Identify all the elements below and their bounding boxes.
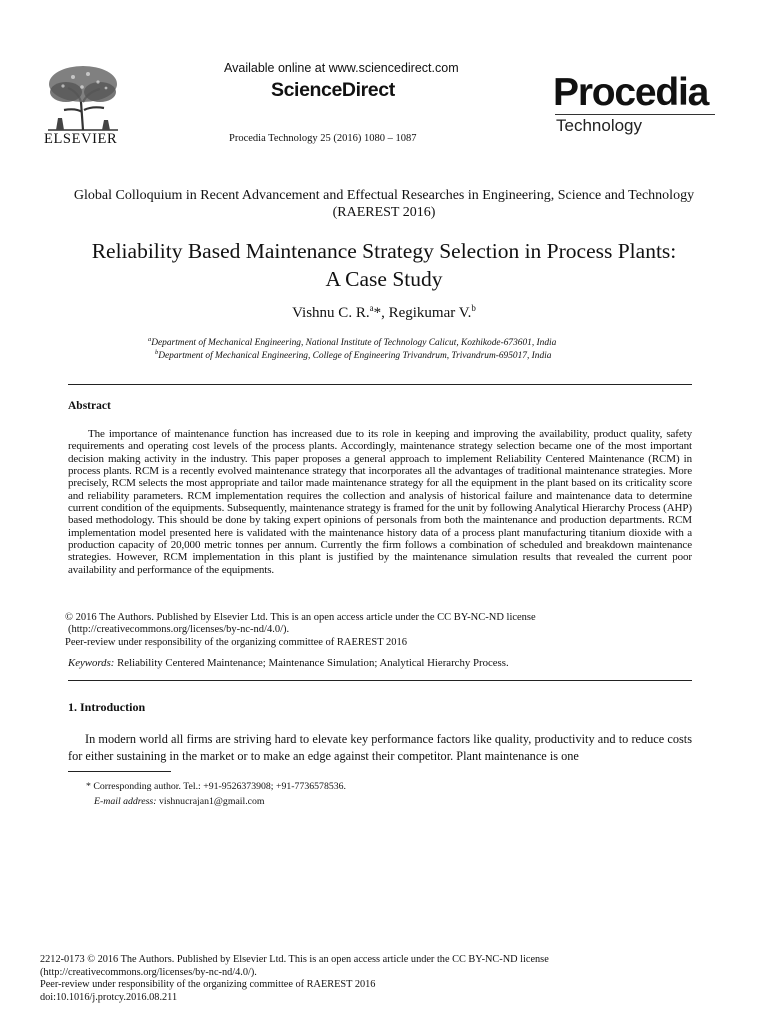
author-affil-mark: a (369, 303, 374, 313)
author-name: Vishnu C. R. (292, 305, 370, 321)
corresponding-author-footnote: * Corresponding author. Tel.: +91-9526373908; +91-7736578536. (86, 781, 346, 792)
copyright-line: © 2016 The Authors. Published by Elsevier Ltd. This is an open access article under the CC BY-NC-ND license (65, 612, 536, 623)
author-separator: *, (373, 305, 389, 321)
paper-title-line-1: Reliability Based Maintenance Strategy Selection in Process Plants: (91, 239, 677, 263)
sciencedirect-logo: ScienceDirect (271, 79, 395, 101)
elsevier-wordmark: ELSEVIER (44, 131, 118, 147)
affiliation-text: Department of Mechanical Engineering, National Institute of Technology Calicut, Kozhikode-673601, India (151, 338, 557, 349)
peer-review-line: Peer-review under responsibility of the organizing committee of RAEREST 2016 (65, 636, 408, 648)
introduction-body: In modern world all firms are striving hard to elevate key performance factors like quality, productivity and to reduce costs for either sustaining in the market or to make an edge against their competitor. Plant maintenance is one (68, 732, 692, 763)
affiliation-mark: a (148, 336, 152, 343)
abstract-body: The importance of maintenance function has increased due to its role in keeping and improving the availability, product quality, safety requirements and operating cost levels of the process plants. Accordingly, maintenance strategy selection became one of the most important decision making activity in the industry. This paper proposes a general approach to implement Reliability Centered Maintenance (RCM) in process plants. RCM is a recently evolved maintenance strategy that incorporates all the advantages of traditional maintenance strategies. More precisely, RCM selects the most appropriate and tailor made maintenance strategy for all the equipment in the plant based on its criticality score and reliability parameters. RCM implementation requires the collection and analysis of historical failure and maintenance data to determine current condition of the equipments. Subsequently, maintenance strategy is framed for the unit by following Analytical Hierarchy Process (AHP) based methodology. This should be done by taking expert opinions of personals from both the maintenance and production departments. RCM implementation model presented here is validated with the maintenance history data of a process plant manufacturing titanium dioxide with a production capacity of 20,000 metric tonnes per annum. Currently the firm follows a combination of scheduled and breakdown maintenance strategies. However, RCM implementation in this plant is justified by the maintenance simulation results that revealed the current poor availability and performance of the equipments. (68, 428, 692, 576)
author-list (180, 303, 588, 322)
affiliation-mark: b (155, 349, 159, 356)
conference-name: Global Colloquium in Recent Advancement and Effectual Researches in Engineering, Science and Technology (RAEREST 2016) (73, 188, 695, 220)
divider-bottom (68, 680, 692, 681)
bottom-license-link[interactable]: (http://creativecommons.org/licenses/by-nc-nd/4.0/). (40, 966, 257, 978)
author-affil-mark: b (471, 303, 476, 313)
issn-copyright-line: 2212-0173 © 2016 The Authors. Published by Elsevier Ltd. This is an open access article under the CC BY-NC-ND license (40, 954, 549, 965)
procedia-logo: Procedia (553, 71, 709, 114)
available-online-text: Available online at www.sciencedirect.com (224, 61, 459, 75)
copyright-notice (65, 612, 705, 649)
abstract-heading: Abstract (68, 400, 111, 412)
keywords (68, 657, 509, 669)
paper-title-line-2: A Case Study (325, 267, 443, 291)
section-heading-introduction: 1. Introduction (68, 700, 146, 714)
divider-top (68, 384, 692, 385)
paper-title (40, 237, 728, 293)
bottom-copyright-block (40, 954, 740, 1004)
keywords-text: Reliability Centered Maintenance; Maintenance Simulation; Analytical Hierarchy Process. (114, 657, 509, 669)
email-label: E-mail address: (94, 796, 157, 807)
email-footnote (94, 796, 265, 807)
footnote-rule (68, 771, 171, 772)
affiliation-text: Department of Mechanical Engineering, College of Engineering Trivandrum, Trivandrum-695017, India (158, 351, 552, 362)
affiliation-b (155, 347, 635, 362)
author-name: Regikumar V. (388, 305, 472, 321)
keywords-label: Keywords: (68, 657, 115, 669)
license-link[interactable]: (http://creativecommons.org/licenses/by-nc-nd/4.0/). (68, 624, 290, 636)
email-address[interactable]: vishnucrajan1@gmail.com (156, 796, 265, 807)
journal-citation: Procedia Technology 25 (2016) 1080 – 1087 (229, 133, 417, 144)
procedia-subtitle: Technology (556, 116, 643, 135)
bottom-peer-review-line: Peer-review under responsibility of the organizing committee of RAEREST 2016 (40, 979, 376, 990)
doi-line[interactable]: doi:10.1016/j.protcy.2016.08.211 (40, 991, 178, 1003)
